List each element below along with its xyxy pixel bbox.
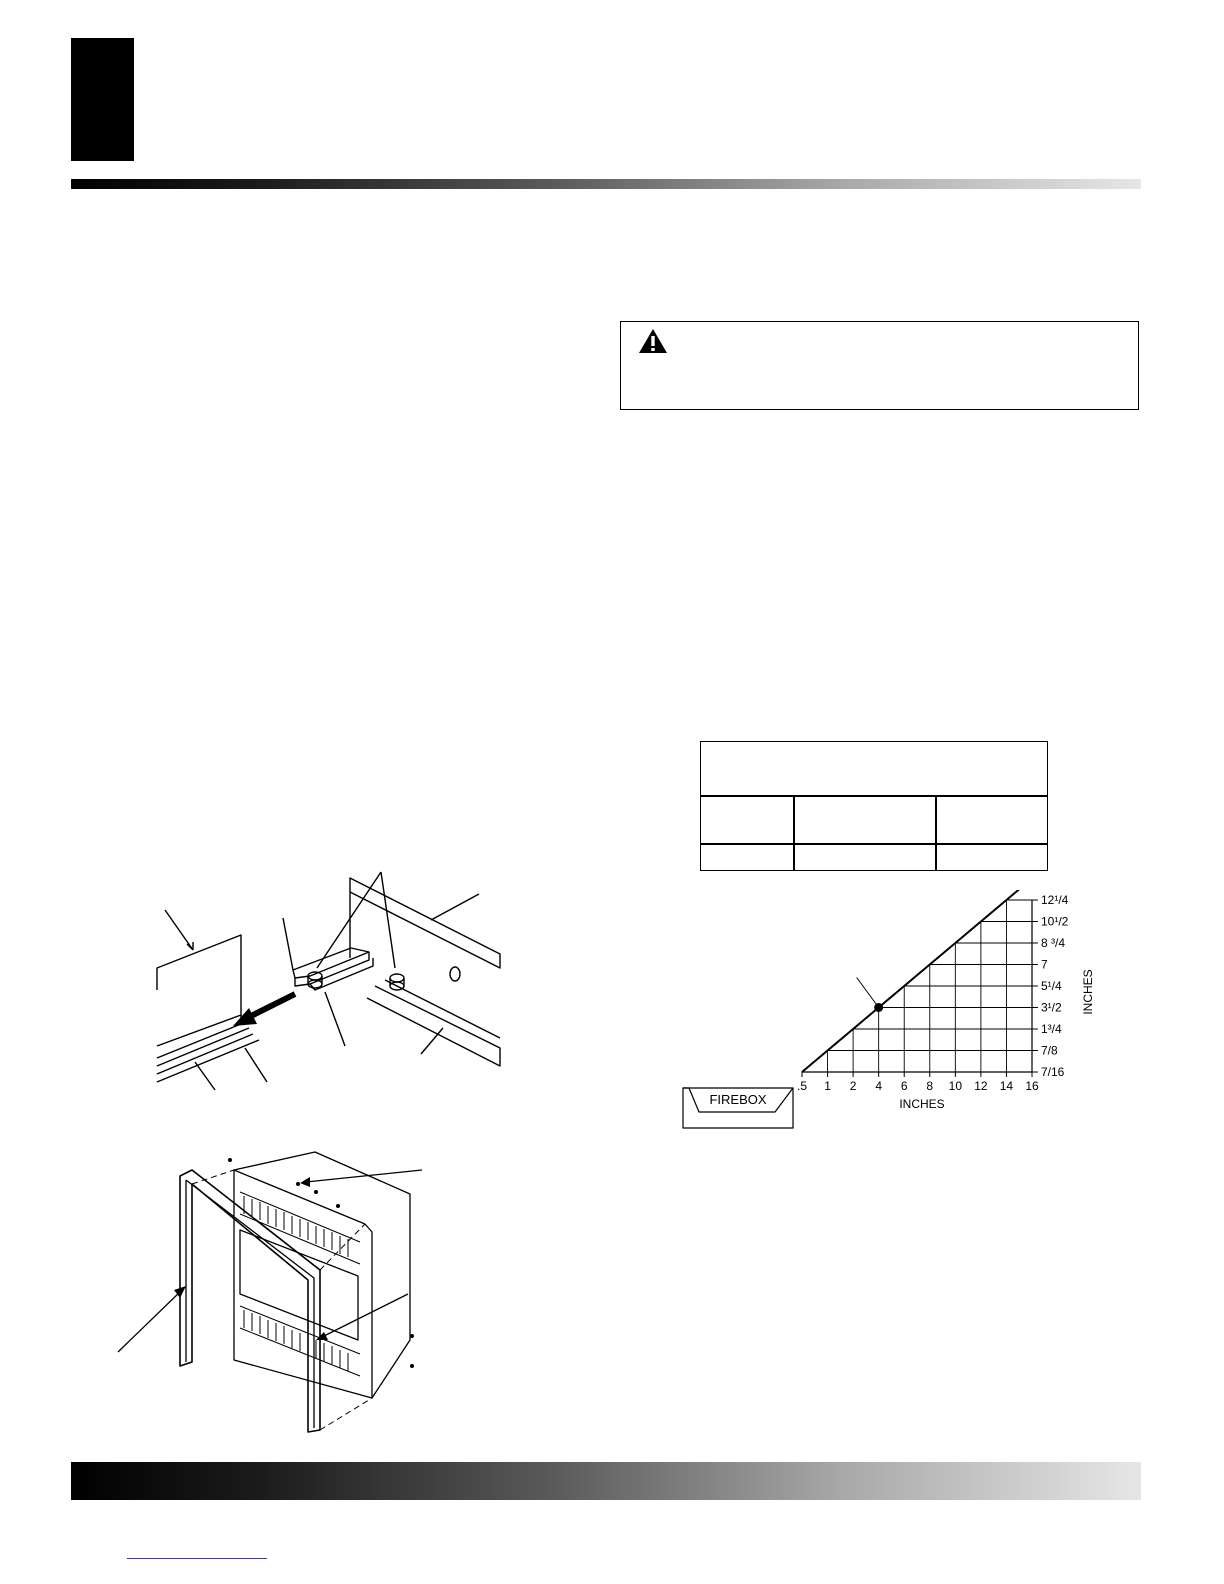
x-tick-label: 2 bbox=[849, 1079, 857, 1093]
header-rule bbox=[71, 179, 1141, 189]
y-tick-label: 1³/4 bbox=[1041, 1022, 1062, 1036]
surround-installation-illustration bbox=[110, 1140, 445, 1440]
x-tick-label: 14 bbox=[999, 1079, 1014, 1093]
series-line bbox=[802, 890, 1032, 1072]
x-tick-label: 6 bbox=[900, 1079, 908, 1093]
x-tick-label: 12 bbox=[974, 1079, 988, 1093]
firebox-label: FIREBOX bbox=[709, 1092, 767, 1107]
warning-box bbox=[620, 321, 1139, 410]
bracket-detail-illustration bbox=[145, 868, 520, 1093]
x-tick-label: 10 bbox=[948, 1079, 963, 1093]
y-tick-label: 12¹/4 bbox=[1041, 893, 1069, 907]
footer-link-underline[interactable] bbox=[127, 1558, 267, 1559]
x-tick-label: 1 bbox=[824, 1079, 831, 1093]
spec-table bbox=[700, 741, 1048, 871]
y-tick-label: 7 bbox=[1041, 957, 1048, 972]
footer-bar bbox=[71, 1462, 1141, 1500]
y-tick-label: 5¹/4 bbox=[1041, 979, 1062, 993]
y-axis-label: INCHES bbox=[1081, 969, 1095, 1015]
y-tick-label: 3¹/2 bbox=[1041, 1000, 1062, 1015]
y-tick-label: 7/8 bbox=[1041, 1043, 1058, 1058]
x-tick-label: 8 bbox=[926, 1079, 934, 1093]
table-rule bbox=[701, 795, 1047, 797]
table-divider bbox=[935, 795, 937, 871]
y-tick-label: 8 ³/4 bbox=[1041, 936, 1066, 950]
x-tick-label: 4 bbox=[875, 1079, 883, 1093]
table-divider bbox=[793, 795, 795, 871]
warning-triangle-icon bbox=[638, 328, 668, 354]
x-axis-label: INCHES bbox=[899, 1097, 945, 1111]
highlight-point bbox=[874, 1003, 883, 1012]
x-tick-label: .5 bbox=[796, 1079, 808, 1093]
highlight-leader bbox=[857, 978, 879, 1008]
section-tab bbox=[71, 38, 134, 161]
clearance-chart bbox=[675, 890, 1115, 1135]
y-tick-label: 10¹/2 bbox=[1041, 914, 1069, 929]
x-tick-label: 16 bbox=[1025, 1079, 1039, 1093]
table-rule bbox=[701, 843, 1047, 845]
y-tick-label: 7/16 bbox=[1041, 1065, 1065, 1079]
